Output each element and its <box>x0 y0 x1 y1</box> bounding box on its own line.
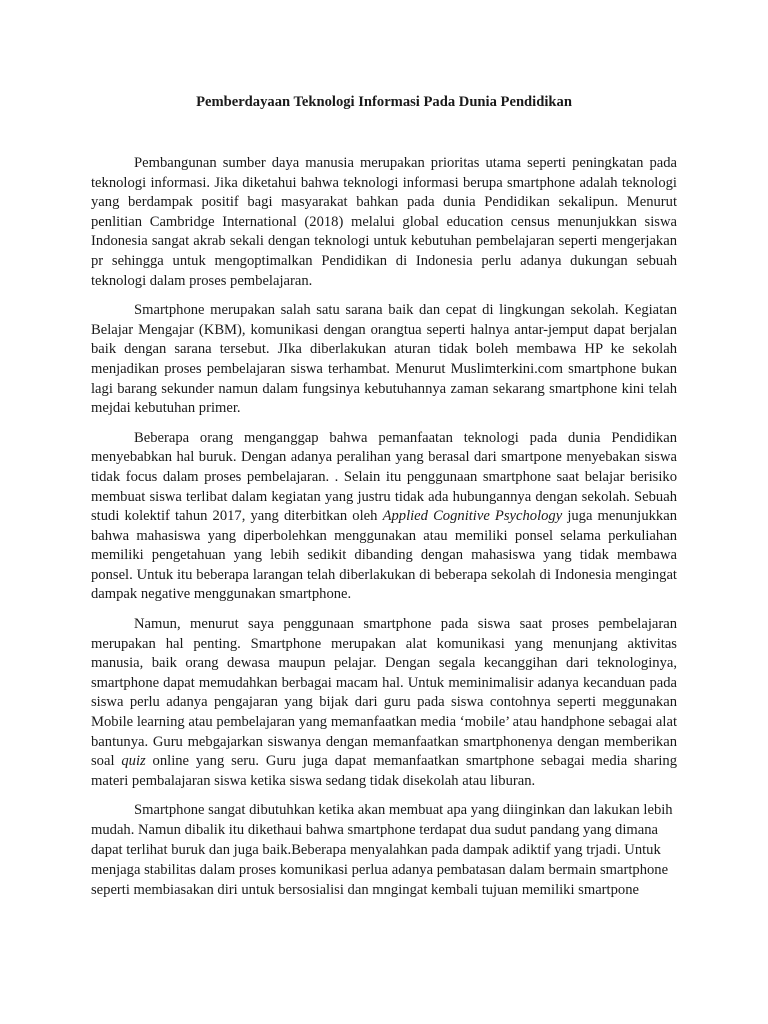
paragraph-3-text-before: Beberapa orang menganggap bahwa pemanfaatan teknologi pada dunia Pendidikan menyebabkan hal buruk. Dengan adanya peralihan yang berasal dari smartpone menyebakan siswa tidak focus dalam proses pembelajaran. . Selain itu penggunaan smartphone saat belajar berisiko membuat siswa terlibat dalam kegiatan yang justru tidak ada hubungannya dengan sekolah. Sebuah studi kolektif tahun 2017, yang diterbitkan oleh <box>91 429 677 525</box>
paragraph-5: Smartphone sangat dibutuhkan ketika akan membuat apa yang diinginkan dan lakukan lebih mudah. Namun dibalik itu dikethaui bahwa smartphone terdapat dua sudut pandang yang dimana dapat terlihat buruk dan juga baik.Beberapa menyalahkan pada dampak adiktif yang trjadi. Untuk menjaga stabilitas dalam proses komunikasi perlua adanya pembatasan dalam bermain smartphone seperti membiasakan diri untuk bersosialisi dan mngingat kembali tujuan memiliki smartpone <box>91 802 673 898</box>
paragraph-4-text-before: Namun, menurut saya penggunaan smartphone pada siswa saat proses pembelajaran merupakan hal penting. Smartphone merupakan alat komunikasi yang menunjang aktivitas manusia, baik orang dewasa maupun pelajar. Dengan segala kecanggihan dari teknologinya, smartphone dapat memudahkan berbagai macam hal. Untuk meminimalisir adanya kecanduan pada siswa perlu adanya pengajaran yang bijak dari guru pada siswa contohnya seperti meggunakan Mobile learning atau pembelajaran yang memanfaatkan media ‘mobile’ atau handphone sebagai alat bantunya. Guru mebgajarkan siswanya dengan memanfaatkan smartphonenya dengan memberikan soal <box>91 616 677 770</box>
paragraph-3-text-after: juga menunjukkan bahwa mahasiswa yang diperbolehkan menggunakan atau memiliki ponsel selama perkuliahan memiliki pengetahuan yang lebih sedikit dibanding dengan mahasiswa yang tidak membawa ponsel. Untuk itu beberapa larangan telah diberlakukan di beberapa sekolah di Indonesia mengingat dampak negative menggunakan smartphone. <box>91 508 677 603</box>
paragraph-2: Smartphone merupakan salah satu sarana baik dan cepat di lingkungan sekolah. Kegiatan Belajar Mengajar (KBM), komunikasi dengan orangtua seperti halnya antar-jemput dapat berjalan baik dengan sarana tersebut. JIka diberlakukan aturan tidak boleh membawa HP ke sekolah menjadikan proses pembelajaran siswa terhambat. Menurut Muslimterkini.com smartphone bukan lagi barang sekunder namun dalam fungsinya kebutuhannya zaman sekarang smartphone kini telah mejdai kebutuhan primer. <box>91 302 677 417</box>
paragraph-4-text-after: online yang seru. Guru juga dapat memanfaatkan smartphone sebagai media sharing materi pembalajaran siswa ketika siswa sedang tidak disekolah atau liburan. <box>91 753 677 789</box>
paragraph-4-quiz-term: quiz <box>121 753 146 770</box>
document-page <box>91 92 677 910</box>
paragraph-1: Pembangunan sumber daya manusia merupakan prioritas utama seperti peningkatan pada teknologi informasi. Jika diketahui bahwa teknologi informasi berupa smartphone adalah teknologi yang berdampak positif bagi masyarakat bahkan pada dunia Pendidikan sekalipun. Menurut penlitian Cambridge International (2018) melalui global education census menunjukkan siswa Indonesia sangat akrab sekali dengan teknologi untuk kebutuhan pembelajaran seperti mengerjakan pr sehingga untuk mengoptimalkan Pendidikan di Indonesia perlu adanya dukungan sebuah teknologi dalam proses pembelajaran. <box>91 155 677 289</box>
paragraph-3-journal-title: Applied Cognitive Psychology <box>382 508 563 525</box>
document-title: Pemberdayaan Teknologi Informasi Pada Dunia Pendidikan <box>196 94 572 110</box>
paragraph-3 <box>91 429 677 605</box>
paragraph-4 <box>91 615 677 791</box>
